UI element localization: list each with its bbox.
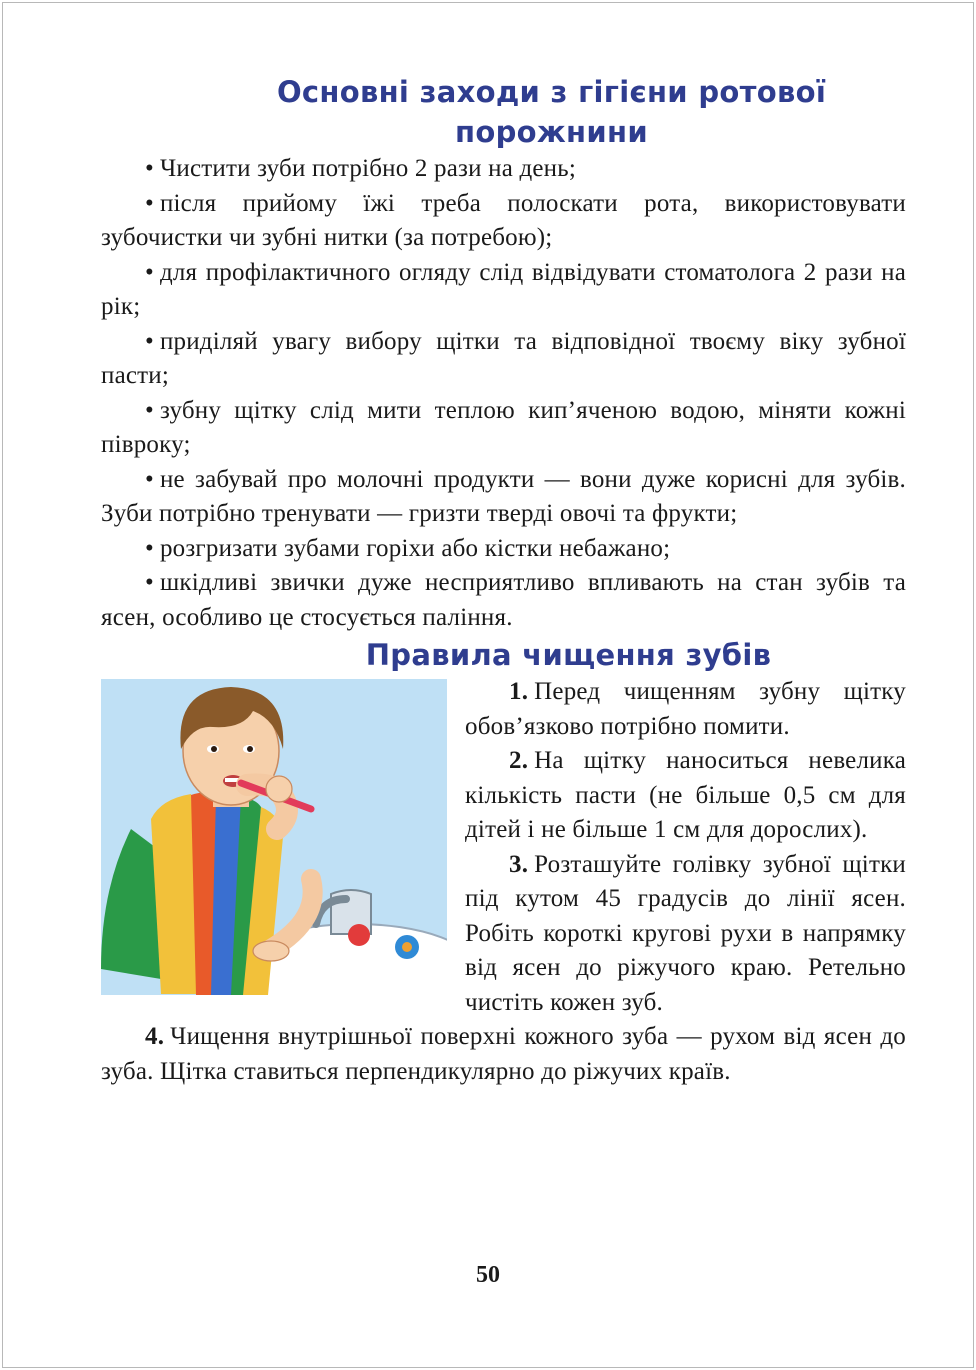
step-number: 2.	[509, 747, 529, 774]
page-content	[101, 72, 906, 1089]
step-number: 1.	[509, 678, 529, 705]
brushing-rules	[101, 675, 906, 1089]
list-item	[101, 532, 906, 567]
list-item	[101, 256, 906, 325]
bullet: •	[145, 258, 154, 286]
list-item-text: розгризати зубами горіхи або кістки небажано;	[159, 534, 671, 562]
bullet: •	[145, 534, 154, 562]
bullet: •	[145, 327, 154, 355]
list-item	[101, 152, 906, 187]
list-item-text: не забувай про молочні продукти — вони дуже корисні для зубів. Зуби потрібно тренувати — гризти тверді овочі та фрукти;	[101, 465, 906, 527]
step-item	[101, 1020, 906, 1089]
list-item	[101, 463, 906, 532]
list-item	[101, 566, 906, 635]
list-item-text: шкідливі звички дуже несприятливо впливають на стан зубів та ясен, особливо це стосується паління.	[101, 569, 906, 631]
section-title-hygiene: Основні заходи з гігієни ротової порожнини	[276, 75, 827, 149]
list-item	[101, 187, 906, 256]
list-item-text: після прийому їжі треба полоскати рота, використовувати зубочистки чи зубні нитки (за потребою);	[101, 189, 906, 251]
step-number: 3.	[509, 850, 529, 878]
list-item-text: Чистити зуби потрібно 2 рази на день;	[159, 155, 576, 182]
list-item-text: зубну щітку слід мити теплою кип’яченою водою, міняти кожні півроку;	[101, 396, 906, 458]
bullet: •	[145, 569, 154, 596]
list-item	[101, 394, 906, 463]
step-text: Розташуйте голівку зубної щітки під кутом 45 градусів до лінії ясен. Робіть короткі кругові рухи в напрямку від ясен до ріжучого краю. Ретельно чистіть кожен зуб.	[465, 850, 906, 1016]
list-item-text: для профілактичного огляду слід відвідувати стоматолога 2 рази на рік;	[101, 258, 906, 320]
hygiene-list	[101, 152, 906, 635]
step-text: На щітку наноситься невелика кількість пасти (не більше 0,5 см для дітей і не більше 1 см для дорослих).	[465, 747, 906, 843]
boy-brushing-teeth-illustration	[101, 679, 447, 995]
step-number: 4.	[145, 1023, 165, 1050]
bullet: •	[145, 189, 154, 217]
step-text: Чищення внутрішньої поверхні кожного зуба — рухом від ясен до зуба. Щітка ставиться перпендикулярно до ріжучих країв.	[101, 1023, 906, 1085]
bullet: •	[145, 396, 154, 424]
step-text: Перед чищенням зубну щітку обов’язково потрібно помити.	[465, 678, 906, 740]
page-number: 50	[476, 1262, 500, 1288]
list-item-text: приділяй увагу вибору щітки та відповідної твоєму віку зубної пасти;	[101, 327, 906, 389]
section-title-brushing-rules: Правила чищення зубів	[365, 638, 772, 672]
list-item	[101, 325, 906, 394]
bullet: •	[145, 465, 154, 493]
bullet: •	[145, 155, 154, 182]
